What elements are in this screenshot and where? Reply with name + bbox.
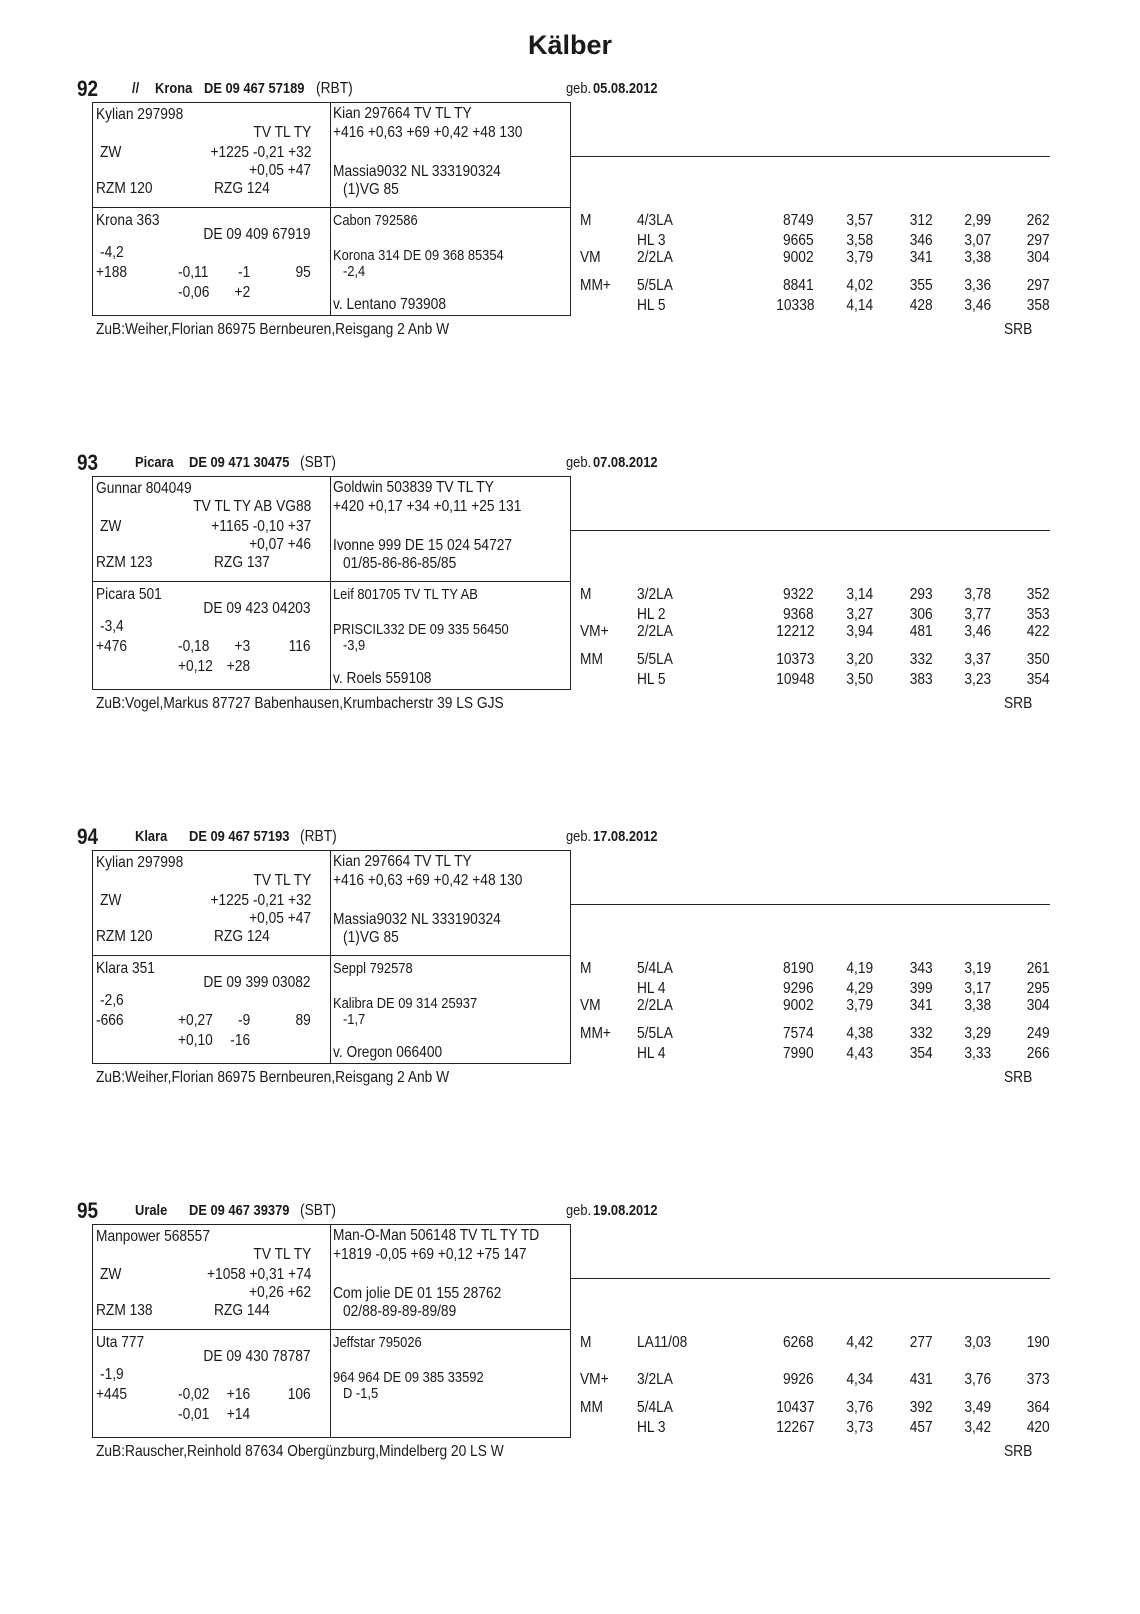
sire-name: Kylian 297998	[96, 106, 184, 123]
dam-value-3: -0,11	[178, 264, 209, 281]
sire-dam-line-2: 02/88-89-89-89/89	[343, 1303, 457, 1320]
rzg-value: RZG 124	[214, 180, 270, 197]
perf-milk-kg: 12212	[775, 623, 814, 640]
perf-protein-kg: 261	[1027, 960, 1050, 977]
perf-protein-kg: 295	[1027, 980, 1050, 997]
breed-code: (SBT)	[300, 1202, 336, 1219]
dam-value-6: +0,10	[178, 1032, 213, 1049]
sire-sire-line-2: +416 +0,63 +69 +0,42 +48 130	[333, 124, 523, 141]
sire-sire-line-2: +1819 -0,05 +69 +0,12 +75 147	[333, 1246, 527, 1263]
region-code: SRB	[1004, 695, 1033, 712]
perf-protein-pct: 3,38	[964, 249, 991, 266]
perf-who: M	[580, 960, 592, 977]
perf-protein-kg: 420	[1027, 1419, 1050, 1436]
calf-name: Krona	[155, 80, 193, 97]
perf-protein-pct: 3,49	[964, 1399, 991, 1416]
perf-milk-kg: 8749	[783, 212, 814, 229]
perf-fat-pct: 3,76	[846, 1399, 873, 1416]
dam-name: Krona 363	[96, 212, 160, 229]
pedigree-entry	[0, 72, 1140, 362]
ear-tag: DE 09 467 57193	[189, 828, 290, 845]
perf-milk-kg: 9665	[783, 232, 814, 249]
perf-milk-kg: 9296	[783, 980, 814, 997]
perf-fat-kg: 346	[910, 232, 933, 249]
dam-value-2: +445	[96, 1386, 128, 1403]
perf-milk-kg: 9368	[783, 606, 814, 623]
dam-value-1: -3,4	[100, 618, 124, 635]
entry-number: 93	[77, 450, 99, 475]
dam-value-7: +14	[226, 1406, 250, 1423]
dam-value-5: 95	[295, 264, 311, 281]
dam-dam-line-2: D -1,5	[343, 1385, 379, 1402]
dam-sire: Leif 801705 TV TL TY AB	[333, 586, 478, 603]
perf-lactation: 5/5LA	[637, 1025, 673, 1042]
dam-tag: DE 09 399 03082	[203, 974, 311, 991]
perf-milk-kg: 9002	[783, 249, 814, 266]
perf-lactation: 5/5LA	[637, 277, 673, 294]
pedigree-divider	[330, 1224, 331, 1437]
perf-fat-pct: 3,58	[846, 232, 873, 249]
dam-tag: DE 09 409 67919	[203, 226, 311, 243]
sire-dam-line-2: (1)VG 85	[343, 181, 399, 198]
perf-protein-kg: 304	[1027, 997, 1050, 1014]
perf-protein-pct: 3,46	[964, 297, 991, 314]
breed-code: (RBT)	[316, 80, 353, 97]
perf-lactation: HL 2	[637, 606, 666, 623]
perf-who: VM	[580, 997, 601, 1014]
born-date: 17.08.2012	[593, 828, 658, 845]
perf-protein-pct: 3,78	[964, 586, 991, 603]
perf-fat-pct: 4,14	[846, 297, 873, 314]
dam-value-7: -16	[230, 1032, 250, 1049]
calf-name: Klara	[135, 828, 168, 845]
breeder-line: ZuB:Vogel,Markus 87727 Babenhausen,Krumbacherstr 39 LS GJS	[96, 695, 504, 712]
sire-name: Gunnar 804049	[96, 480, 192, 497]
perf-milk-kg: 9322	[783, 586, 814, 603]
perf-fat-kg: 332	[910, 1025, 933, 1042]
sire-sire-line-2: +416 +0,63 +69 +0,42 +48 130	[333, 872, 523, 889]
dam-value-3: -0,18	[178, 638, 210, 655]
rzg-value: RZG 137	[214, 554, 270, 571]
perf-fat-pct: 4,02	[846, 277, 873, 294]
perf-lactation: 5/4LA	[637, 1399, 673, 1416]
dam-value-5: 106	[288, 1386, 311, 1403]
perf-fat-pct: 3,73	[846, 1419, 873, 1436]
perf-fat-kg: 343	[910, 960, 933, 977]
perf-fat-pct: 4,43	[846, 1045, 873, 1062]
dam-dam-sire: v. Roels 559108	[333, 670, 432, 687]
dam-value-1: -2,6	[100, 992, 124, 1009]
pedigree-midline	[92, 581, 570, 582]
entry-number: 95	[77, 1198, 99, 1223]
sire-dam-line-1: Ivonne 999 DE 15 024 54727	[333, 537, 513, 554]
perf-who: MM+	[580, 1025, 611, 1042]
perf-protein-pct: 3,33	[964, 1045, 991, 1062]
perf-fat-pct: 3,27	[846, 606, 873, 623]
dam-value-3: -0,02	[178, 1386, 210, 1403]
entry-number: 92	[77, 76, 99, 101]
dam-value-5: 116	[289, 638, 311, 655]
pedigree-midline	[92, 955, 570, 956]
perf-protein-kg: 352	[1027, 586, 1050, 603]
perf-protein-pct: 3,23	[964, 671, 991, 688]
ear-tag: DE 09 471 30475	[189, 454, 290, 471]
perf-milk-kg: 10373	[775, 651, 814, 668]
perf-fat-pct: 4,34	[846, 1371, 873, 1388]
perf-who: M	[580, 212, 592, 229]
breeder-line: ZuB:Weiher,Florian 86975 Bernbeuren,Reisgang 2 Anb W	[96, 321, 450, 338]
sire-sire-line-1: Man-O-Man 506148 TV TL TY TD	[333, 1227, 540, 1244]
dam-dam-line-2: -3,9	[343, 637, 366, 654]
dam-value-5: 89	[295, 1012, 311, 1029]
ear-tag: DE 09 467 57189	[204, 80, 305, 97]
sire-dam-line-1: Massia9032 NL 333190324	[333, 163, 501, 180]
ear-tag: DE 09 467 39379	[189, 1202, 290, 1219]
zw-label: ZW	[100, 518, 122, 535]
pedigree-entry	[0, 820, 1140, 1110]
perf-header-line	[570, 904, 1050, 905]
perf-who: MM	[580, 651, 603, 668]
pedigree-entry	[0, 446, 1140, 736]
perf-milk-kg: 10437	[775, 1399, 814, 1416]
sire-dam-line-1: Massia9032 NL 333190324	[333, 911, 501, 928]
page-title: Kälber	[527, 30, 613, 60]
perf-protein-kg: 297	[1027, 277, 1050, 294]
sire-dam-line-2: (1)VG 85	[343, 929, 399, 946]
perf-lactation: 2/2LA	[637, 623, 673, 640]
perf-fat-pct: 3,79	[846, 249, 873, 266]
perf-fat-pct: 4,29	[846, 980, 873, 997]
perf-protein-kg: 353	[1027, 606, 1050, 623]
dam-sire: Jeffstar 795026	[333, 1334, 422, 1351]
dam-dam-line-1: Kalibra DE 09 314 25937	[333, 995, 478, 1012]
perf-fat-kg: 332	[910, 651, 933, 668]
perf-who: VM+	[580, 623, 609, 640]
perf-milk-kg: 7990	[783, 1045, 814, 1062]
perf-fat-kg: 306	[910, 606, 933, 623]
dam-value-1: -4,2	[100, 244, 124, 261]
perf-protein-kg: 190	[1027, 1334, 1050, 1351]
perf-lactation: HL 4	[637, 1045, 666, 1062]
perf-protein-pct: 3,03	[964, 1334, 991, 1351]
perf-fat-pct: 3,94	[846, 623, 873, 640]
perf-milk-kg: 10338	[775, 297, 814, 314]
born-date: 19.08.2012	[593, 1202, 658, 1219]
perf-fat-pct: 4,38	[846, 1025, 873, 1042]
zw-line-1: +1058 +0,31 +74	[206, 1266, 311, 1283]
entry-marker: //	[132, 80, 140, 97]
sire-name: Kylian 297998	[96, 854, 184, 871]
calf-name: Picara	[135, 454, 174, 471]
rzm-value: RZM 123	[96, 554, 153, 571]
entry-number: 94	[77, 824, 99, 849]
perf-header-line	[570, 156, 1050, 157]
perf-lactation: 4/3LA	[637, 212, 673, 229]
zw-line-2: +0,05 +47	[249, 910, 311, 927]
perf-fat-kg: 312	[910, 212, 933, 229]
dam-dam-line-1: 964 964 DE 09 385 33592	[333, 1369, 484, 1386]
perf-fat-kg: 354	[910, 1045, 933, 1062]
born-label: geb.	[566, 1202, 592, 1219]
sire-sire-line-1: Kian 297664 TV TL TY	[333, 105, 472, 122]
rzm-value: RZM 120	[96, 180, 153, 197]
dam-value-2: +476	[96, 638, 128, 655]
dam-sire: Cabon 792586	[333, 212, 418, 229]
perf-lactation: 2/2LA	[637, 997, 673, 1014]
perf-protein-pct: 3,17	[964, 980, 991, 997]
region-code: SRB	[1004, 1069, 1033, 1086]
perf-fat-kg: 341	[910, 249, 933, 266]
perf-protein-pct: 3,77	[964, 606, 991, 623]
dam-dam-line-2: -2,4	[343, 263, 366, 280]
perf-header-line	[570, 1278, 1050, 1279]
perf-fat-kg: 428	[910, 297, 933, 314]
perf-lactation: LA11/08	[637, 1334, 688, 1351]
perf-who: MM	[580, 1399, 603, 1416]
born-date: 05.08.2012	[593, 80, 658, 97]
sire-flags: TV TL TY	[253, 872, 311, 889]
pedigree-divider	[330, 476, 331, 689]
perf-milk-kg: 9002	[783, 997, 814, 1014]
perf-protein-pct: 3,19	[964, 960, 991, 977]
dam-value-4: -9	[237, 1012, 250, 1029]
perf-who: MM+	[580, 277, 611, 294]
dam-dam-sire: v. Oregon 066400	[333, 1044, 443, 1061]
perf-milk-kg: 8190	[783, 960, 814, 977]
perf-fat-kg: 399	[910, 980, 933, 997]
sire-dam-line-2: 01/85-86-86-85/85	[343, 555, 457, 572]
sire-sire-line-1: Goldwin 503839 TV TL TY	[333, 479, 494, 496]
perf-protein-kg: 373	[1027, 1371, 1050, 1388]
zw-line-2: +0,07 +46	[249, 536, 311, 553]
dam-name: Klara 351	[96, 960, 155, 977]
dam-tag: DE 09 430 78787	[203, 1348, 311, 1365]
sire-name: Manpower 568557	[96, 1228, 210, 1245]
perf-fat-kg: 392	[910, 1399, 933, 1416]
dam-value-4: -1	[237, 264, 250, 281]
pedigree-entry	[0, 1194, 1140, 1484]
breed-code: (RBT)	[300, 828, 337, 845]
perf-protein-pct: 3,76	[964, 1371, 991, 1388]
perf-protein-kg: 358	[1027, 297, 1050, 314]
dam-value-7: +2	[234, 284, 250, 301]
perf-protein-kg: 422	[1027, 623, 1050, 640]
perf-protein-pct: 3,37	[964, 651, 991, 668]
perf-fat-pct: 3,20	[846, 651, 873, 668]
rzg-value: RZG 144	[214, 1302, 270, 1319]
dam-value-4: +3	[234, 638, 250, 655]
dam-value-4: +16	[226, 1386, 250, 1403]
perf-protein-kg: 266	[1027, 1045, 1050, 1062]
dam-dam-line-1: Korona 314 DE 09 368 85354	[333, 247, 504, 264]
perf-lactation: 3/2LA	[637, 586, 673, 603]
perf-fat-pct: 4,19	[846, 960, 873, 977]
perf-lactation: HL 3	[637, 1419, 666, 1436]
perf-milk-kg: 8841	[783, 277, 814, 294]
dam-value-6: -0,06	[178, 284, 210, 301]
perf-lactation: HL 5	[637, 297, 666, 314]
perf-protein-pct: 3,07	[964, 232, 991, 249]
rzg-value: RZG 124	[214, 928, 270, 945]
perf-protein-kg: 364	[1027, 1399, 1050, 1416]
sire-sire-line-1: Kian 297664 TV TL TY	[333, 853, 472, 870]
dam-value-6: -0,01	[178, 1406, 210, 1423]
perf-fat-kg: 457	[910, 1419, 933, 1436]
sire-flags: TV TL TY	[253, 1246, 311, 1263]
perf-fat-kg: 277	[910, 1334, 933, 1351]
perf-fat-kg: 481	[910, 623, 933, 640]
dam-name: Uta 777	[96, 1334, 145, 1351]
sire-flags: TV TL TY AB VG88	[192, 498, 311, 515]
perf-fat-pct: 3,50	[846, 671, 873, 688]
calf-name: Urale	[135, 1202, 168, 1219]
perf-protein-pct: 3,36	[964, 277, 991, 294]
region-code: SRB	[1004, 1443, 1033, 1460]
breeder-line: ZuB:Weiher,Florian 86975 Bernbeuren,Reisgang 2 Anb W	[96, 1069, 450, 1086]
rzm-value: RZM 138	[96, 1302, 153, 1319]
perf-milk-kg: 7574	[783, 1025, 814, 1042]
breed-code: (SBT)	[300, 454, 336, 471]
pedigree-midline	[92, 1329, 570, 1330]
dam-value-2: -666	[96, 1012, 124, 1029]
dam-value-2: +188	[96, 264, 128, 281]
perf-fat-pct: 3,57	[846, 212, 873, 229]
zw-label: ZW	[100, 892, 122, 909]
perf-who: M	[580, 586, 592, 603]
perf-header-line	[570, 530, 1050, 531]
zw-line-1: +1225 -0,21 +32	[210, 144, 311, 161]
born-date: 07.08.2012	[593, 454, 658, 471]
region-code: SRB	[1004, 321, 1033, 338]
dam-dam-sire: v. Lentano 793908	[333, 296, 446, 313]
born-label: geb.	[566, 454, 592, 471]
perf-fat-kg: 341	[910, 997, 933, 1014]
perf-protein-kg: 297	[1027, 232, 1050, 249]
dam-value-1: -1,9	[100, 1366, 124, 1383]
dam-name: Picara 501	[96, 586, 162, 603]
zw-line-1: +1165 -0,10 +37	[211, 518, 311, 535]
zw-line-1: +1225 -0,21 +32	[210, 892, 311, 909]
dam-value-3: +0,27	[178, 1012, 213, 1029]
perf-protein-pct: 2,99	[964, 212, 991, 229]
perf-lactation: HL 4	[637, 980, 666, 997]
perf-who: M	[580, 1334, 592, 1351]
perf-fat-pct: 3,79	[846, 997, 873, 1014]
perf-fat-kg: 293	[910, 586, 933, 603]
perf-milk-kg: 9926	[783, 1371, 814, 1388]
perf-lactation: HL 5	[637, 671, 666, 688]
dam-dam-line-1: PRISCIL332 DE 09 335 56450	[333, 621, 509, 638]
perf-protein-pct: 3,42	[964, 1419, 991, 1436]
dam-value-6: +0,12	[178, 658, 213, 675]
perf-milk-kg: 10948	[775, 671, 814, 688]
perf-protein-kg: 304	[1027, 249, 1050, 266]
perf-protein-pct: 3,38	[964, 997, 991, 1014]
pedigree-midline	[92, 207, 570, 208]
dam-sire: Seppl 792578	[333, 960, 413, 977]
perf-protein-kg: 262	[1027, 212, 1050, 229]
perf-who: VM+	[580, 1371, 609, 1388]
perf-protein-pct: 3,46	[964, 623, 991, 640]
sire-flags: TV TL TY	[253, 124, 311, 141]
perf-milk-kg: 12267	[775, 1419, 814, 1436]
perf-fat-pct: 3,14	[846, 586, 873, 603]
breeder-line: ZuB:Rauscher,Reinhold 87634 Obergünzburg,Mindelberg 20 LS W	[96, 1443, 504, 1460]
perf-milk-kg: 6268	[783, 1334, 814, 1351]
zw-label: ZW	[100, 1266, 122, 1283]
perf-lactation: 5/5LA	[637, 651, 673, 668]
perf-protein-kg: 350	[1027, 651, 1050, 668]
zw-label: ZW	[100, 144, 122, 161]
perf-who: VM	[580, 249, 601, 266]
pedigree-divider	[330, 102, 331, 315]
perf-protein-kg: 354	[1027, 671, 1050, 688]
pedigree-divider	[330, 850, 331, 1063]
sire-sire-line-2: +420 +0,17 +34 +0,11 +25 131	[333, 498, 522, 515]
perf-lactation: HL 3	[637, 232, 666, 249]
perf-fat-pct: 4,42	[846, 1334, 873, 1351]
perf-fat-kg: 383	[910, 671, 933, 688]
perf-protein-pct: 3,29	[964, 1025, 991, 1042]
zw-line-2: +0,26 +62	[249, 1284, 311, 1301]
dam-tag: DE 09 423 04203	[203, 600, 311, 617]
dam-value-7: +28	[226, 658, 250, 675]
perf-lactation: 2/2LA	[637, 249, 673, 266]
perf-fat-kg: 431	[910, 1371, 933, 1388]
perf-fat-kg: 355	[910, 277, 933, 294]
perf-lactation: 3/2LA	[637, 1371, 673, 1388]
perf-lactation: 5/4LA	[637, 960, 673, 977]
perf-protein-kg: 249	[1027, 1025, 1050, 1042]
rzm-value: RZM 120	[96, 928, 153, 945]
born-label: geb.	[566, 828, 592, 845]
sire-dam-line-1: Com jolie DE 01 155 28762	[333, 1285, 502, 1302]
zw-line-2: +0,05 +47	[249, 162, 311, 179]
dam-dam-line-2: -1,7	[343, 1011, 366, 1028]
born-label: geb.	[566, 80, 592, 97]
